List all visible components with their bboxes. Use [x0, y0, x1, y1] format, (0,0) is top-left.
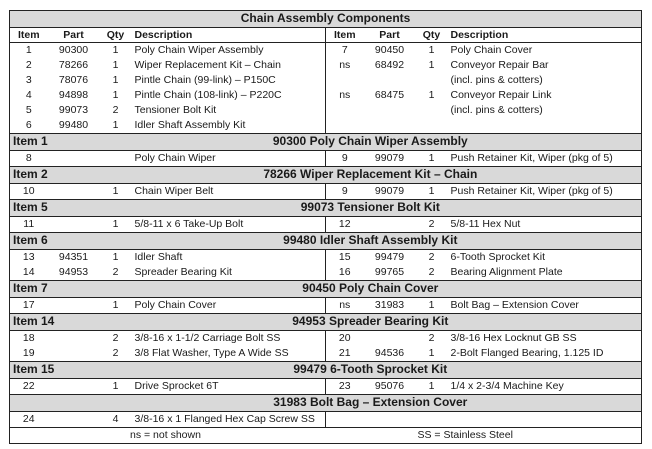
quantity: 1: [428, 299, 435, 311]
item-number: 3: [25, 74, 32, 86]
quantity: 2: [428, 266, 435, 278]
description: Idler Shaft Assembly Kit: [134, 119, 246, 131]
item-number: 23: [326, 379, 364, 395]
quantity: 1: [112, 299, 119, 311]
section-label: Item 6: [10, 233, 100, 250]
quantity: 1: [428, 44, 435, 56]
item-number: 11: [23, 218, 35, 230]
part-number: 99079: [374, 152, 405, 164]
item-number: 17: [22, 299, 35, 311]
part-number: [48, 331, 100, 347]
table-row: [10, 103, 642, 118]
part-number: 68475: [374, 89, 405, 101]
part-number: [48, 217, 100, 233]
part-number: [48, 346, 100, 362]
quantity: [100, 151, 132, 167]
quantity: [416, 73, 448, 88]
description: Conveyor Repair Bar: [450, 59, 549, 71]
section-label: Item 15: [10, 362, 100, 379]
quantity: 4: [112, 413, 119, 425]
part-number: [48, 412, 100, 428]
description: Push Retainer Kit, Wiper (pkg of 5): [450, 185, 613, 197]
description: 1/4 x 2-3/4 Machine Key: [450, 380, 564, 392]
section-header: [10, 200, 642, 217]
item-number: 21: [326, 346, 364, 362]
description: 3/8-16 Hex Locknut GB SS: [450, 332, 577, 344]
table-row: [10, 346, 642, 362]
description: 3/8-16 x 1 Flanged Hex Cap Screw SS: [134, 413, 315, 425]
quantity: 1: [428, 152, 435, 164]
quantity: 1: [428, 89, 435, 101]
col-header-part: Part: [48, 28, 100, 43]
table-row: [10, 118, 642, 134]
col-header-description: Description: [132, 28, 326, 43]
table-row: [10, 43, 642, 59]
table-row: [10, 379, 642, 395]
item-number: 9: [326, 151, 364, 167]
section-heading: 99479 6-Tooth Sprocket Kit: [100, 362, 642, 379]
table-row: [10, 331, 642, 347]
quantity: 2: [112, 266, 119, 278]
part-number: 99765: [374, 266, 405, 278]
item-number: 20: [326, 331, 364, 347]
section-heading: 90450 Poly Chain Cover: [100, 281, 642, 298]
description: Poly Chain Cover: [134, 299, 217, 311]
part-number: 31983: [374, 299, 405, 311]
quantity: 2: [428, 332, 435, 344]
item-number: 19: [22, 347, 35, 359]
table-row: [10, 250, 642, 266]
description: 3/8 Flat Washer, Type A Wide SS: [134, 347, 289, 359]
section-header: [10, 314, 642, 331]
section-label: [10, 395, 100, 412]
section-label: Item 2: [10, 167, 100, 184]
item-number: [326, 73, 364, 88]
part-number: 90450: [374, 44, 405, 56]
quantity: 2: [112, 332, 119, 344]
table-row: [10, 88, 642, 103]
description: Chain Wiper Belt: [134, 185, 214, 197]
description: Spreader Bearing Kit: [134, 266, 232, 278]
col-header-qty: Qty: [416, 28, 448, 43]
section-heading: 99480 Idler Shaft Assembly Kit: [100, 233, 642, 250]
section-header: [10, 395, 642, 412]
quantity: 2: [428, 218, 435, 230]
part-number: [364, 217, 416, 233]
description: 2-Bolt Flanged Bearing, 1.125 ID: [450, 347, 604, 359]
quantity: 1: [112, 59, 119, 71]
description: Bearing Alignment Plate: [450, 266, 563, 278]
section-label: Item 7: [10, 281, 100, 298]
description: Wiper Replacement Kit – Chain: [134, 59, 281, 71]
quantity: 1: [428, 347, 435, 359]
table-row: [10, 151, 642, 167]
description: Idler Shaft: [134, 251, 183, 263]
part-number: [364, 118, 416, 134]
item-number: 24: [22, 413, 35, 425]
description: Pintle Chain (99-link) – P150C: [134, 74, 276, 86]
parts-sheet: [9, 10, 641, 444]
part-number: 68492: [374, 59, 405, 71]
part-number: [48, 379, 100, 395]
item-number: 15: [326, 250, 364, 266]
part-number: 78076: [58, 74, 89, 86]
footnote-not-shown: ns = not shown: [10, 428, 326, 444]
description: Conveyor Repair Link: [450, 89, 552, 101]
item-number: 22: [22, 380, 35, 392]
quantity: 1: [428, 59, 435, 71]
col-header-description: Description: [448, 28, 642, 43]
description: Poly Chain Wiper Assembly: [134, 44, 264, 56]
section-heading: 31983 Bolt Bag – Extension Cover: [100, 395, 642, 412]
description: Push Retainer Kit, Wiper (pkg of 5): [450, 152, 613, 164]
quantity: 1: [112, 251, 119, 263]
item-number: [326, 103, 364, 118]
section-heading: 99073 Tensioner Bolt Kit: [100, 200, 642, 217]
part-number: 94351: [58, 251, 89, 263]
section-heading: 94953 Spreader Bearing Kit: [100, 314, 642, 331]
description: 5/8-11 x 6 Take-Up Bolt: [134, 218, 244, 230]
description: [448, 118, 642, 134]
part-number: [364, 103, 416, 118]
table-title: Chain Assembly Components: [10, 11, 642, 28]
item-number: 14: [22, 266, 35, 278]
section-heading: 90300 Poly Chain Wiper Assembly: [100, 134, 642, 151]
item-number: 7: [326, 43, 364, 59]
item-number: 8: [25, 152, 32, 164]
description: 3/8-16 x 1-1/2 Carriage Bolt SS: [134, 332, 281, 344]
empty-cell: [326, 412, 642, 428]
section-header: [10, 233, 642, 250]
col-header-item: Item: [10, 28, 48, 43]
section-header: [10, 362, 642, 379]
col-header-part: Part: [364, 28, 416, 43]
item-number: [326, 118, 364, 134]
part-number: 99479: [374, 251, 405, 263]
section-label: Item 14: [10, 314, 100, 331]
item-number: ns: [326, 88, 364, 103]
part-number: 94536: [374, 347, 405, 359]
description: 5/8-11 Hex Nut: [450, 218, 521, 230]
item-number: 5: [25, 104, 32, 116]
description: Tensioner Bolt Kit: [134, 104, 217, 116]
part-number: 95076: [374, 380, 405, 392]
quantity: 2: [112, 104, 119, 116]
section-label: Item 1: [10, 134, 100, 151]
quantity: 1: [428, 185, 435, 197]
item-number: 13: [22, 251, 35, 263]
part-number: [48, 298, 100, 314]
section-header: [10, 167, 642, 184]
col-header-qty: Qty: [100, 28, 132, 43]
table-row: [10, 298, 642, 314]
quantity: 1: [112, 119, 119, 131]
part-number: [48, 151, 100, 167]
quantity: 2: [112, 347, 119, 359]
col-header-item: Item: [326, 28, 364, 43]
part-number: [48, 184, 100, 200]
quantity: 1: [112, 44, 119, 56]
quantity: 1: [112, 74, 119, 86]
description: Drive Sprocket 6T: [134, 380, 219, 392]
footnote-stainless-steel: SS = Stainless Steel: [326, 428, 642, 444]
quantity: 1: [112, 89, 119, 101]
quantity: 1: [428, 380, 435, 392]
quantity: 1: [112, 380, 119, 392]
table-row: [10, 73, 642, 88]
section-label: Item 5: [10, 200, 100, 217]
description: Bolt Bag – Extension Cover: [450, 299, 579, 311]
part-number: [364, 331, 416, 347]
part-number: 90300: [58, 44, 89, 56]
section-heading: 78266 Wiper Replacement Kit – Chain: [100, 167, 642, 184]
table-row: [10, 217, 642, 233]
item-number: 10: [22, 185, 35, 197]
description: 6-Tooth Sprocket Kit: [450, 251, 546, 263]
quantity: [416, 118, 448, 134]
chain-assembly-components-table: [9, 10, 642, 444]
description: Pintle Chain (108-link) – P220C: [134, 89, 282, 101]
description: (incl. pins & cotters): [450, 104, 543, 116]
table-row: [10, 265, 642, 281]
description: Poly Chain Wiper: [134, 152, 216, 164]
item-number: 16: [326, 265, 364, 281]
table-row: [10, 412, 642, 428]
description: Poly Chain Cover: [450, 44, 533, 56]
item-number: 6: [25, 119, 32, 131]
item-number: 9: [326, 184, 364, 200]
item-number: 2: [25, 59, 32, 71]
part-number: 78266: [58, 59, 89, 71]
item-number: ns: [326, 298, 364, 314]
section-header: [10, 281, 642, 298]
table-row: [10, 184, 642, 200]
part-number: 94898: [58, 89, 89, 101]
quantity: 1: [112, 185, 119, 197]
part-number: 99079: [374, 185, 405, 197]
quantity: [416, 103, 448, 118]
item-number: 4: [25, 89, 32, 101]
item-number: 1: [25, 44, 32, 56]
part-number: 99480: [58, 119, 89, 131]
item-number: 18: [22, 332, 35, 344]
part-number: [364, 73, 416, 88]
table-row: [10, 58, 642, 73]
part-number: 99073: [58, 104, 89, 116]
item-number: 12: [326, 217, 364, 233]
part-number: 94953: [58, 266, 89, 278]
quantity: 1: [112, 218, 119, 230]
section-header: [10, 134, 642, 151]
item-number: ns: [326, 58, 364, 73]
description: (incl. pins & cotters): [450, 74, 543, 86]
quantity: 2: [428, 251, 435, 263]
